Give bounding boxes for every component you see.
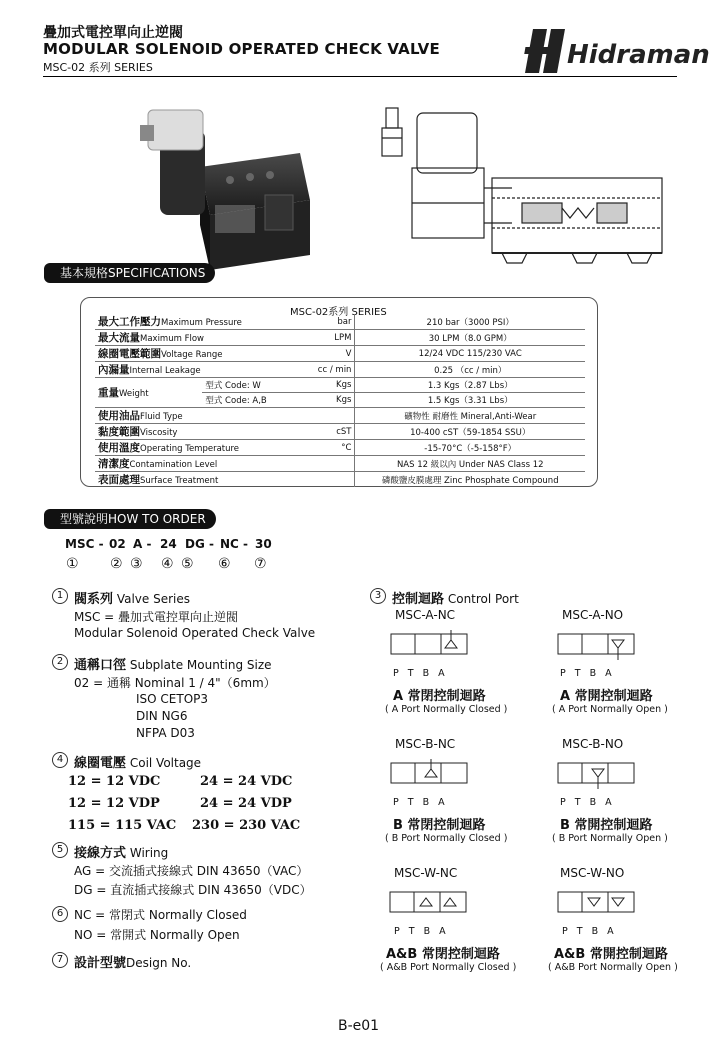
control-port-en-desc: ( A&B Port Normally Open )	[548, 962, 678, 973]
spec-label-zh: 最大工作壓力	[98, 316, 161, 328]
control-port-name: MSC-A-NC	[395, 608, 456, 622]
design-en: Design No.	[126, 956, 192, 970]
valve-series-heading	[74, 588, 190, 607]
spec-value: 1.3 Kgs（2.87 Lbs）	[355, 378, 585, 393]
size-standard: ISO CETOP3	[136, 692, 209, 706]
normally-closed-option: NC = 常閉式 Normally Closed	[74, 908, 247, 922]
voltage-option: 24 = 24 VDC	[200, 774, 293, 789]
voltage-en: Coil Voltage	[129, 756, 202, 770]
spec-label-en: Internal Leakage	[129, 366, 201, 376]
control-port-zh-desc: B 常開控制迴路	[560, 818, 653, 833]
spec-label-en: Weight	[119, 389, 149, 399]
spec-value: 磷酸鹽皮膜處理 Zinc Phosphate Compound	[381, 475, 559, 486]
spec-sub: 型式 Code: W	[202, 378, 269, 393]
order-number: ①	[66, 556, 79, 572]
spec-label-zh: 重量	[98, 387, 119, 399]
code-part: MSC -	[65, 537, 104, 551]
order-number: ②	[110, 556, 123, 572]
spec-label-zh: 使用溫度	[98, 442, 140, 454]
port-letters: P T B A	[562, 926, 617, 937]
spec-value: NAS 12 級以內 Under NAS Class 12	[355, 456, 585, 472]
spec-unit: V	[270, 346, 355, 362]
series-label: MSC-02 系列 SERIES	[43, 61, 153, 74]
item-number: 6	[52, 906, 68, 922]
spec-value: -15-70°C（-5-158°F）	[355, 440, 585, 456]
spec-value: 礦物性 耐磨性 Mineral,Anti-Wear	[355, 408, 585, 424]
control-port-en: Control Port	[447, 592, 519, 606]
item-number: 4	[52, 752, 68, 768]
port-letters: P T B A	[394, 926, 449, 937]
voltage-option: 230 = 230 VAC	[192, 818, 301, 833]
voltage-option: 12 = 12 VDP	[68, 796, 160, 811]
code-part: 30	[255, 537, 272, 551]
valve-series-line1: MSC = 疊加式電控單向止逆閥	[74, 610, 239, 624]
spec-label-en: Contamination Level	[129, 460, 218, 470]
normally-open-option: NO = 常開式 Normally Open	[74, 928, 240, 942]
spec-row	[95, 362, 585, 378]
control-port-en-desc: ( B Port Normally Closed )	[385, 833, 508, 844]
size-standard: DIN NG6	[136, 709, 188, 723]
spec-label-en: Operating Temperature	[140, 444, 240, 454]
voltage-zh: 線圈電壓	[74, 756, 127, 771]
port-letters: P T B A	[560, 668, 615, 679]
spec-label-en: Voltage Range	[161, 350, 223, 360]
item-number: 3	[370, 588, 386, 604]
wiring-dg: DG = 直流插式接線式 DIN 43650（VDC）	[74, 883, 312, 897]
port-letters: P T B A	[393, 668, 448, 679]
control-port-name: MSC-W-NO	[560, 866, 625, 880]
product-photo	[110, 105, 315, 270]
item-number: 1	[52, 588, 68, 604]
control-port-zh-desc: A&B 常閉控制迴路	[386, 947, 500, 962]
control-port-en-desc: ( A&B Port Normally Closed )	[380, 962, 517, 973]
order-number: ⑦	[254, 556, 267, 572]
hydraulic-symbol	[385, 626, 473, 664]
spec-unit	[270, 472, 355, 488]
control-port-en-desc: ( A Port Normally Open )	[552, 704, 668, 715]
port-letters: P T B A	[393, 797, 448, 808]
spec-unit: bar	[270, 314, 355, 330]
spec-label-zh: 線圈電壓範圍	[98, 348, 161, 360]
control-port-en-desc: ( B Port Normally Open )	[552, 833, 668, 844]
page-number: B-e01	[338, 1018, 380, 1034]
hydraulic-symbol	[552, 755, 640, 793]
spec-unit	[270, 456, 355, 472]
spec-value: 1.5 Kgs（3.31 Lbs）	[355, 393, 585, 408]
header-divider	[43, 76, 677, 77]
spec-value: 0.25 （cc / min）	[355, 362, 585, 378]
design-zh: 設計型號	[74, 956, 127, 971]
item-number: 2	[52, 654, 68, 670]
code-part: DG -	[185, 537, 214, 551]
wiring-zh: 接線方式	[74, 846, 127, 861]
control-port-name: MSC-W-NC	[394, 866, 458, 880]
size-standard: NFPA D03	[136, 726, 195, 740]
spec-table	[95, 314, 585, 487]
voltage-option: 12 = 12 VDC	[68, 774, 161, 789]
spec-unit: cc / min	[270, 362, 355, 378]
spec-row	[95, 314, 585, 330]
code-part: A -	[133, 537, 152, 551]
spec-unit: Kgs	[270, 393, 355, 408]
spec-unit	[270, 408, 355, 424]
how-to-order-heading: 型號說明HOW TO ORDER	[50, 509, 216, 529]
control-port-zh-desc: A 常開控制迴路	[560, 689, 653, 704]
order-number: ③	[130, 556, 143, 572]
logo-text: Hidraman	[567, 40, 710, 70]
control-port-b-nc	[385, 737, 515, 844]
port-letters: P T B A	[560, 797, 615, 808]
control-port-w-no	[548, 866, 698, 973]
control-port-name: MSC-B-NC	[395, 737, 456, 751]
order-number: ⑤	[181, 556, 194, 572]
code-part: NC -	[220, 537, 249, 551]
spec-row	[95, 424, 585, 440]
spec-sub: 型式 Code: A,B	[202, 393, 269, 408]
spec-unit: LPM	[270, 330, 355, 346]
control-port-b-no	[552, 737, 692, 844]
code-part: 24	[160, 537, 177, 551]
spec-unit: Kgs	[270, 378, 355, 393]
spec-label-zh: 清潔度	[98, 458, 130, 470]
control-port-zh-desc: B 常閉控制迴路	[393, 818, 486, 833]
spec-label-en: Fluid Type	[140, 412, 183, 422]
title-en: MODULAR SOLENOID OPERATED CHECK VALVE	[43, 40, 440, 58]
hydraulic-symbol	[552, 884, 640, 922]
voltage-option: 115 = 115 VAC	[68, 818, 177, 833]
spec-value: 12/24 VDC 115/230 VAC	[355, 346, 585, 362]
wiring-en: Wiring	[129, 846, 169, 860]
voltage-option: 24 = 24 VDP	[200, 796, 292, 811]
spec-value: 30 LPM（8.0 GPM）	[355, 330, 585, 346]
spec-table-title: MSC-02系列 SERIES	[290, 307, 387, 318]
spec-row	[95, 472, 585, 488]
control-port-zh: 控制迴路	[392, 592, 445, 607]
item-number: 7	[52, 952, 68, 968]
spec-value: 210 bar（3000 PSI）	[355, 314, 585, 330]
hydraulic-symbol	[385, 755, 473, 793]
size-line1: 02 = 通稱 Nominal 1 / 4"（6mm）	[74, 676, 276, 690]
code-part: 02	[109, 537, 126, 551]
spec-unit: cST	[270, 424, 355, 440]
design-heading	[74, 952, 191, 971]
spec-label-en: Maximum Pressure	[161, 318, 242, 328]
spec-label-zh: 使用油品	[98, 410, 140, 422]
control-port-heading	[392, 588, 519, 607]
spec-row	[95, 346, 585, 362]
title-zh: 疊加式電控單向止逆閥	[43, 25, 183, 41]
control-port-a-no	[552, 608, 692, 715]
spec-row	[95, 440, 585, 456]
hidraman-logo	[525, 27, 710, 75]
spec-label-zh: 黏度範圍	[98, 426, 140, 438]
spec-label-en: Viscosity	[140, 428, 178, 438]
item-number: 5	[52, 842, 68, 858]
spec-row	[95, 408, 585, 424]
size-heading	[74, 654, 272, 673]
control-port-zh-desc: A&B 常開控制迴路	[554, 947, 668, 962]
control-port-en-desc: ( A Port Normally Closed )	[385, 704, 508, 715]
spec-label-en: Surface Treatment	[140, 476, 219, 486]
size-en: Subplate Mounting Size	[129, 658, 272, 672]
order-number: ④	[161, 556, 174, 572]
spec-label-zh: 表面處理	[98, 474, 140, 486]
wiring-ag: AG = 交流插式接線式 DIN 43650（VAC）	[74, 864, 309, 878]
specifications-heading: 基本規格SPECIFICATIONS	[50, 263, 215, 283]
spec-unit: °C	[270, 440, 355, 456]
size-zh: 通稱口徑	[74, 658, 127, 673]
spec-row	[95, 456, 585, 472]
hydraulic-symbol	[384, 884, 472, 922]
wiring-heading	[74, 842, 168, 861]
spec-row	[95, 330, 585, 346]
valve-series-zh: 閥系列	[74, 592, 114, 607]
spec-value: 10-400 cST（59-1854 SSU）	[355, 424, 585, 440]
valve-series-en: Valve Series	[116, 592, 191, 606]
voltage-heading	[74, 752, 201, 771]
control-port-w-nc	[380, 866, 520, 973]
hydraulic-symbol	[552, 626, 640, 664]
control-port-a-nc	[385, 608, 515, 715]
spec-label-zh: 內漏量	[98, 364, 130, 376]
control-port-name: MSC-B-NO	[562, 737, 624, 751]
valve-series-line2: Modular Solenoid Operated Check Valve	[74, 626, 316, 640]
order-number: ⑥	[218, 556, 231, 572]
spec-label-en: Maximum Flow	[140, 334, 204, 344]
spec-row	[95, 378, 585, 393]
control-port-name: MSC-A-NO	[562, 608, 624, 622]
spec-label-zh: 最大流量	[98, 332, 140, 344]
control-port-zh-desc: A 常閉控制迴路	[393, 689, 486, 704]
cross-section-drawing	[372, 108, 672, 268]
